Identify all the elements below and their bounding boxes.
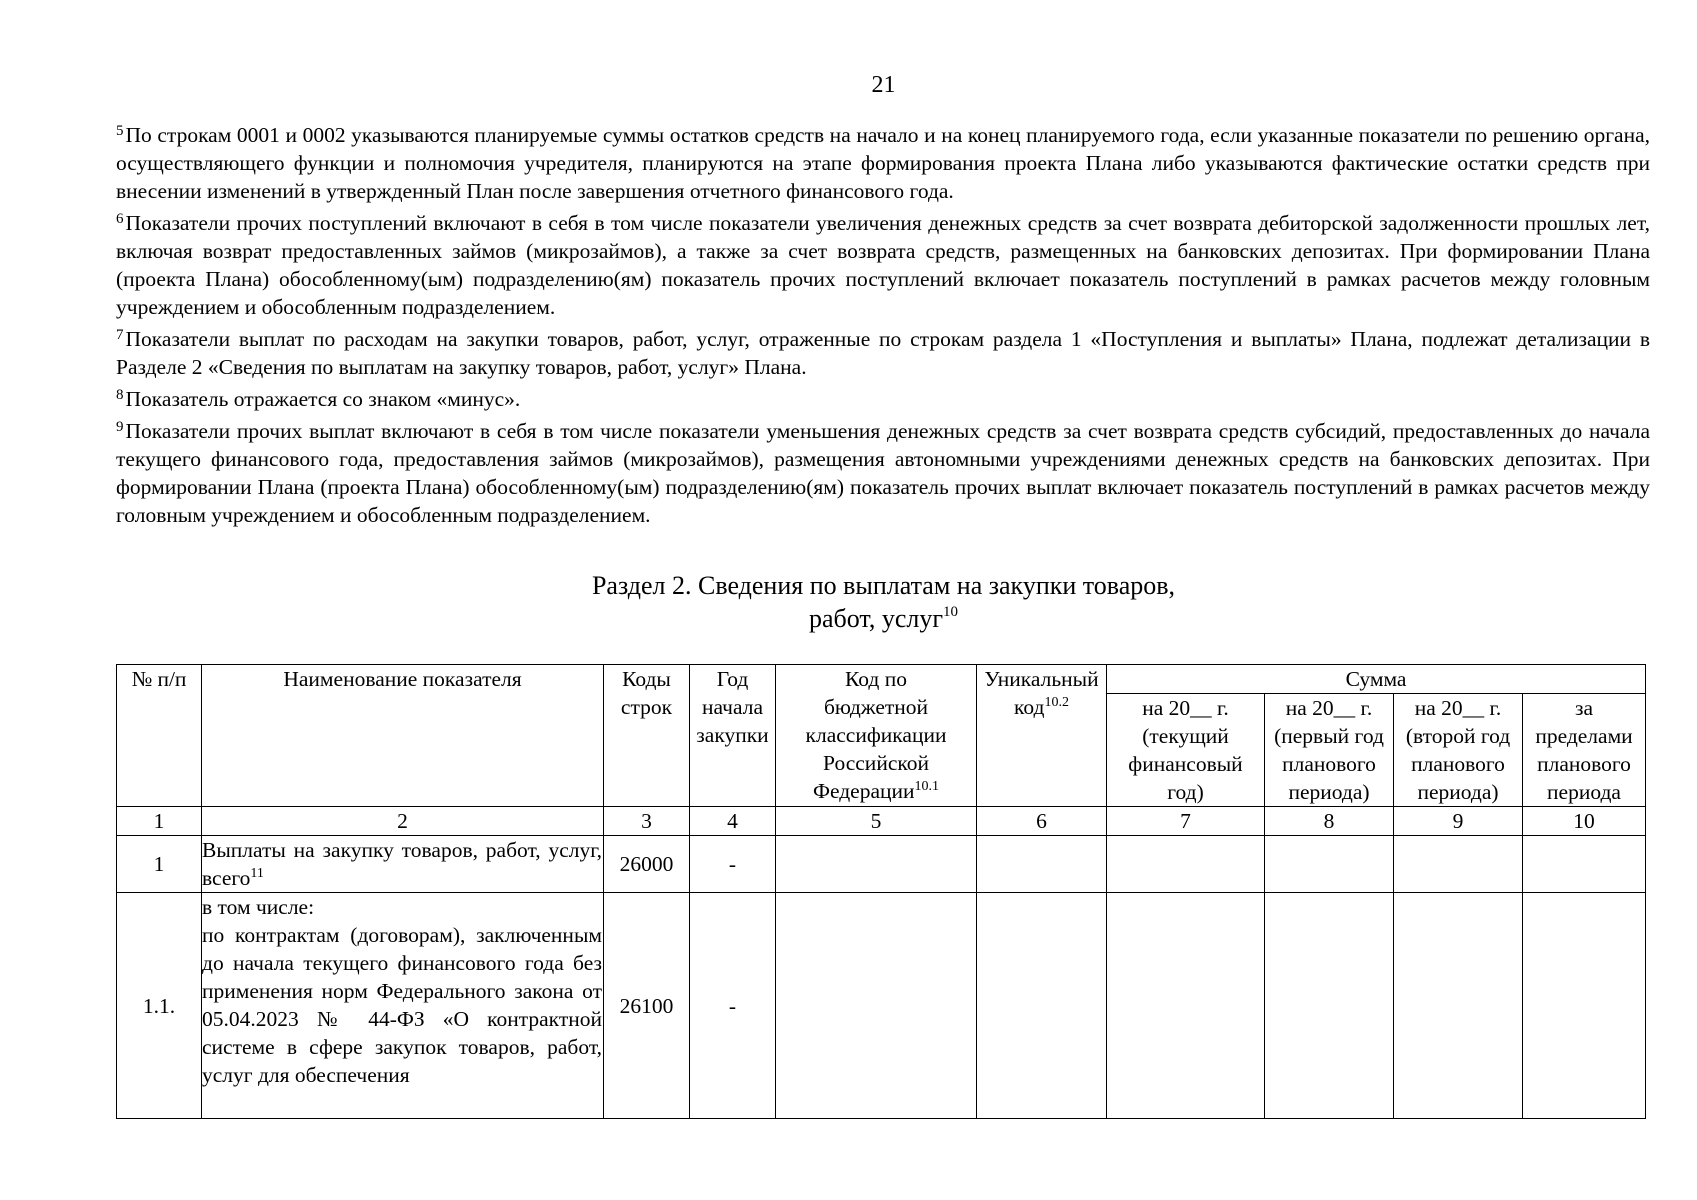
header-kbk-line5-text: Федерации xyxy=(812,779,915,803)
column-number: 2 xyxy=(202,807,604,836)
row-num: 1 xyxy=(117,836,202,893)
row-name-prefix: в том числе: xyxy=(202,895,315,919)
row-unique-code xyxy=(977,893,1107,1119)
footnote-text: По строкам 0001 и 0002 указываются планируемые суммы остатков средств на начало и на конец планируемого года, если указанные показатели по решению органа, осуществляющего функции и полномочия учредителя, планируются на этапе формирования проекта Плана либо указываются фактические остатки средств при внесении изменений в утвержденный План после завершения отчетного финансового года. xyxy=(116,123,1650,203)
header-col10-line3: планового xyxy=(1537,752,1631,776)
footnote-6 xyxy=(116,209,1650,321)
header-col9-line1: на 20__ г. xyxy=(1414,696,1502,720)
header-unique-code xyxy=(977,665,1107,807)
footnote-7 xyxy=(116,325,1650,381)
section-title xyxy=(0,569,1697,635)
row-sum-col7 xyxy=(1107,893,1265,1119)
row-unique-code xyxy=(977,836,1107,893)
footnote-5 xyxy=(116,121,1650,205)
page-number: 21 xyxy=(871,72,896,98)
section-title-footnote-marker: 10 xyxy=(943,604,958,620)
header-col7-line2: (текущий xyxy=(1142,724,1229,748)
header-col8-line4: периода) xyxy=(1288,780,1370,804)
header-kbk-line4: Российской xyxy=(823,751,929,775)
column-number: 3 xyxy=(604,807,690,836)
header-kbk-footnote-marker: 10.1 xyxy=(914,779,940,794)
column-number: 1 xyxy=(117,807,202,836)
header-unique-line1: Уникальный xyxy=(984,667,1099,691)
purchases-table xyxy=(116,664,1646,1119)
row-name-footnote-marker: 11 xyxy=(250,866,264,881)
header-col10-line1: за xyxy=(1574,696,1594,720)
header-codes xyxy=(604,665,690,807)
header-kbk xyxy=(776,665,977,807)
header-unique-line2-text: код xyxy=(1014,695,1045,719)
header-kbk-line2: бюджетной xyxy=(823,695,929,719)
footnote-text: Показатели прочих выплат включают в себя в том числе показатели уменьшения денежных средств за счет возврата средств субсидий, предоставленных до начала текущего финансового года, предоставления займов (микрозаймов), размещения автономными учреждениями денежных средств на банковских депозитах. При формировании Плана (проекта Плана) обособленному(ым) подразделению(ям) показатель прочих выплат включает показатель поступлений в рамках расчетов между головным учреждением и обособленным подразделением. xyxy=(116,419,1650,527)
header-year-line2: начала xyxy=(701,695,763,719)
row-sum-col9 xyxy=(1394,893,1523,1119)
column-number: 7 xyxy=(1107,807,1265,836)
header-year-line3: закупки xyxy=(696,723,769,747)
header-col7-line1: на 20__ г. xyxy=(1142,696,1229,720)
row-name xyxy=(202,836,604,893)
header-col9-line3: планового xyxy=(1411,752,1505,776)
header-year-line1: Год xyxy=(716,667,749,691)
column-number: 9 xyxy=(1394,807,1523,836)
column-number-row xyxy=(117,807,1646,836)
footnote-text: Показатели выплат по расходам на закупки товаров, работ, услуг, отраженные по строкам раздела 1 «Поступления и выплаты» Плана, подлежат детализации в Разделе 2 «Сведения по выплатам на закупку товаров, работ, услуг» Плана. xyxy=(116,327,1650,379)
row-year: - xyxy=(690,836,776,893)
header-col9-line2: (второй год xyxy=(1405,724,1511,748)
footnote-marker: 5 xyxy=(116,123,124,139)
column-number: 4 xyxy=(690,807,776,836)
header-col8 xyxy=(1265,694,1394,807)
section-title-line2 xyxy=(0,602,1697,635)
row-sum-col10 xyxy=(1523,893,1646,1119)
column-number: 6 xyxy=(977,807,1107,836)
column-number: 5 xyxy=(776,807,977,836)
footnote-marker: 6 xyxy=(116,211,124,227)
header-kbk-line3: классификации xyxy=(805,723,947,747)
header-kbk-line5 xyxy=(776,777,976,805)
header-col10-line4: периода xyxy=(1547,780,1621,804)
header-sum: Сумма xyxy=(1107,665,1646,694)
header-name: Наименование показателя xyxy=(202,665,604,807)
header-col10 xyxy=(1523,694,1646,807)
row-code: 26000 xyxy=(604,836,690,893)
table-row xyxy=(117,893,1646,1119)
header-col7-line4: год) xyxy=(1167,780,1204,804)
footnote-marker: 7 xyxy=(116,327,124,343)
row-kbk xyxy=(776,893,977,1119)
header-unique-line2 xyxy=(977,693,1106,721)
row-name-text: Выплаты на закупку товаров, работ, услуг, всего xyxy=(202,838,602,890)
header-kbk-line1: Код по xyxy=(845,667,907,691)
row-num: 1.1. xyxy=(117,893,202,1119)
table-row xyxy=(117,836,1646,893)
footnote-text: Показатель отражается со знаком «минус». xyxy=(125,387,521,411)
section-title-line1: Раздел 2. Сведения по выплатам на закупки товаров, xyxy=(591,571,1176,600)
footnotes xyxy=(116,121,1650,533)
row-sum-col8 xyxy=(1265,893,1394,1119)
row-sum-col10 xyxy=(1523,836,1646,893)
header-codes-line1: Коды xyxy=(622,667,671,691)
column-number: 8 xyxy=(1265,807,1394,836)
section-title-line2-text: работ, услуг xyxy=(808,604,943,633)
footnote-marker: 8 xyxy=(116,387,124,403)
row-sum-col7 xyxy=(1107,836,1265,893)
footnote-marker: 9 xyxy=(116,419,124,435)
row-sum-col9 xyxy=(1394,836,1523,893)
header-num: № п/п xyxy=(117,665,202,807)
header-col8-line1: на 20__ г. xyxy=(1285,696,1373,720)
header-col7 xyxy=(1107,694,1265,807)
row-code: 26100 xyxy=(604,893,690,1119)
header-col8-line3: планового xyxy=(1282,752,1376,776)
header-year xyxy=(690,665,776,807)
header-codes-line2: строк xyxy=(620,695,673,719)
header-col7-line3: финансовый xyxy=(1128,752,1243,776)
column-number: 10 xyxy=(1523,807,1646,836)
header-col9-line4: периода) xyxy=(1417,780,1499,804)
row-year: - xyxy=(690,893,776,1119)
row-name-text: по контрактам (договорам), заключенным до начала текущего финансового года без применения норм Федерального закона от 05.04.2023 № 44-ФЗ «О контрактной системе в сфере закупок товаров, работ, услуг для обеспечения xyxy=(202,923,602,1087)
row-name xyxy=(202,893,604,1119)
row-kbk xyxy=(776,836,977,893)
header-row-1 xyxy=(117,665,1646,694)
header-unique-footnote-marker: 10.2 xyxy=(1044,695,1069,710)
footnote-8 xyxy=(116,385,1650,413)
header-col10-line2: пределами xyxy=(1535,724,1633,748)
footnote-text: Показатели прочих поступлений включают в себя в том числе показатели увеличения денежных средств за счет возврата дебиторской задолженности прошлых лет, включая возврат предоставленных займов (микрозаймов), а также за счет возврата средств, размещенных на банковских депозитах. При формировании Плана (проекта Плана) обособленному(ым) подразделению(ям) показатель прочих поступлений включает показатель поступлений в рамках расчетов между головным учреждением и обособленным подразделением. xyxy=(116,211,1650,319)
header-col9 xyxy=(1394,694,1523,807)
row-sum-col8 xyxy=(1265,836,1394,893)
header-col8-line2: (первый год xyxy=(1274,724,1384,748)
footnote-9 xyxy=(116,417,1650,529)
